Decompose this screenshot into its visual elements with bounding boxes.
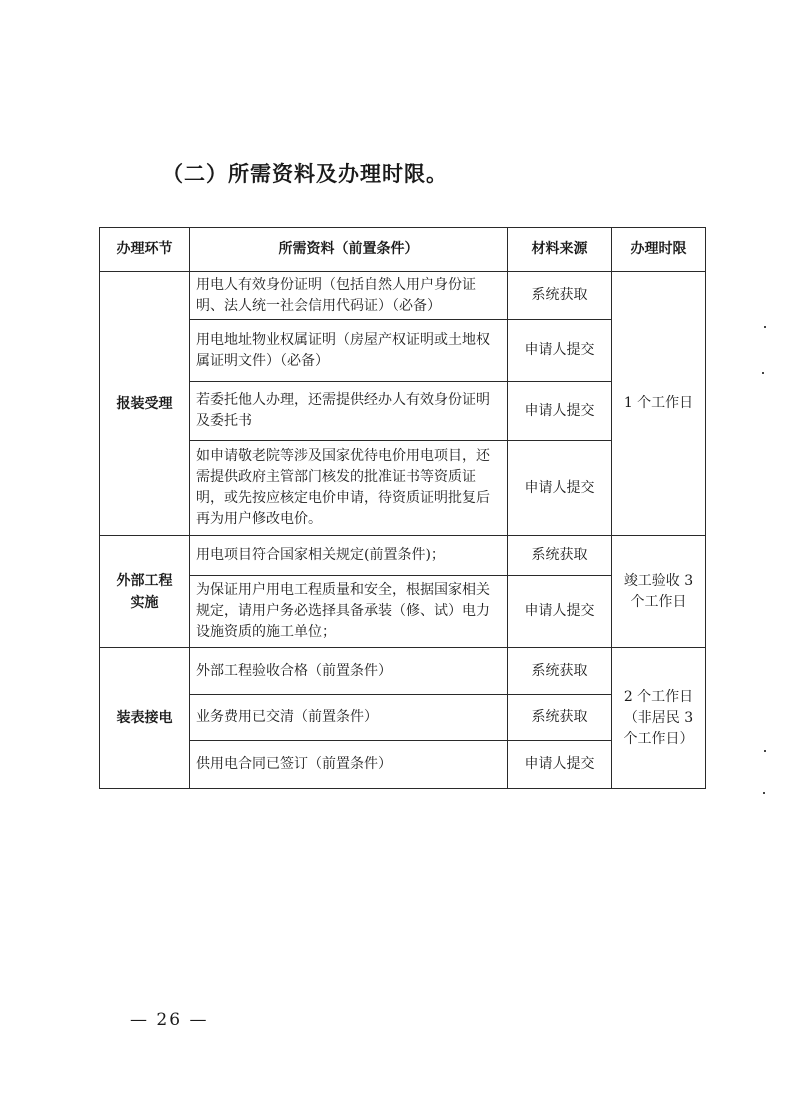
- material-cell: 用电地址物业权属证明（房屋产权证明或土地权属证明文件）（必备）: [190, 320, 508, 382]
- source-cell: 申请人提交: [508, 320, 612, 382]
- source-cell: 系统获取: [508, 272, 612, 320]
- material-cell: 为保证用户用电工程质量和安全，根据国家相关规定，请用户务必选择具备承装（修、试）电力设施资质的施工单位；: [190, 576, 508, 648]
- material-cell: 用电项目符合国家相关规定(前置条件)；: [190, 536, 508, 576]
- source-cell: 系统获取: [508, 536, 612, 576]
- limit-cell: [612, 536, 706, 648]
- source-cell: 申请人提交: [508, 576, 612, 648]
- scan-speck: [764, 750, 766, 752]
- source-cell: 申请人提交: [508, 441, 612, 536]
- stage-cell: 报装受理: [100, 272, 190, 536]
- material-cell: 如申请敬老院等涉及国家优待电价用电项目，还需提供政府主管部门核发的批准证书等资质证明，或先按应核定电价申请，待资质证明批复后再为用户修改电价。: [190, 441, 508, 536]
- scan-speck: [763, 792, 765, 794]
- source-cell: 申请人提交: [508, 382, 612, 441]
- limit-label: 2 个工作日（非居民 3 个工作日）: [623, 688, 694, 747]
- limit-cell: [612, 648, 706, 789]
- requirements-table: [99, 227, 706, 789]
- source-cell: 申请人提交: [508, 741, 612, 789]
- stage-label: 外部工程实施: [116, 572, 173, 611]
- material-cell: 供用电合同已签订（前置条件）: [190, 741, 508, 789]
- source-cell: 系统获取: [508, 648, 612, 695]
- table-row: [100, 536, 706, 576]
- material-cell: 若委托他人办理，还需提供经办人有效身份证明及委托书: [190, 382, 508, 441]
- scan-speck: [762, 372, 764, 374]
- header-limit: 办理时限: [612, 228, 706, 272]
- stage-cell: [100, 536, 190, 648]
- limit-label: 竣工验收 3 个工作日: [623, 572, 694, 610]
- scan-speck: [764, 326, 766, 328]
- table-header-row: [100, 228, 706, 272]
- section-heading: （二）所需资料及办理时限。: [162, 162, 448, 186]
- source-cell: 系统获取: [508, 695, 612, 741]
- header-stage: 办理环节: [100, 228, 190, 272]
- header-materials: 所需资料（前置条件）: [190, 228, 508, 272]
- table-row: [100, 648, 706, 695]
- page-number: — 26 —: [130, 1010, 209, 1030]
- material-cell: 业务费用已交清（前置条件）: [190, 695, 508, 741]
- material-cell: 外部工程验收合格（前置条件）: [190, 648, 508, 695]
- limit-cell: 1 个工作日: [612, 272, 706, 536]
- material-cell: 用电人有效身份证明（包括自然人用户身份证明、法人统一社会信用代码证）（必备）: [190, 272, 508, 320]
- stage-cell: 装表接电: [100, 648, 190, 789]
- table-row: [100, 272, 706, 320]
- header-source: 材料来源: [508, 228, 612, 272]
